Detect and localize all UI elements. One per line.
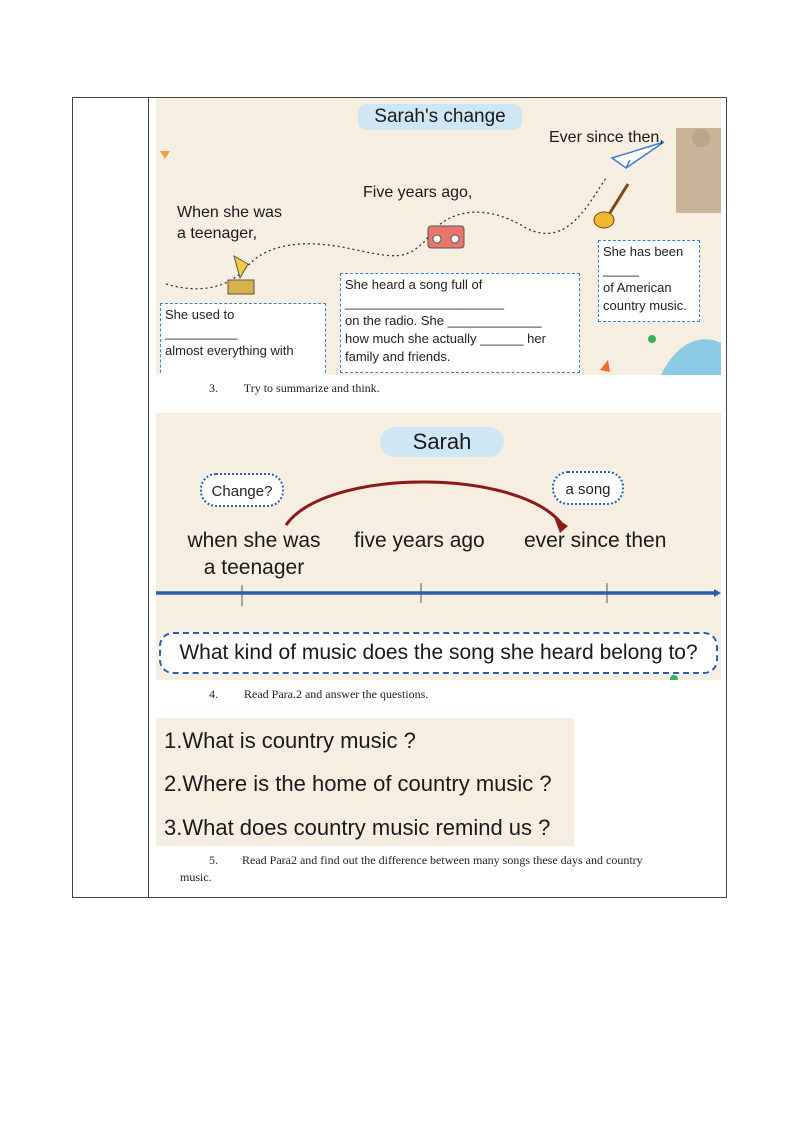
sarah-timeline-figure <box>156 413 721 680</box>
label-teenager <box>177 202 282 244</box>
para2-questions-figure <box>156 718 574 846</box>
box3-blank: _____ <box>603 262 640 277</box>
sarah-change-figure <box>156 98 721 375</box>
box3-line1: She has been <box>603 244 684 259</box>
fill-box-five-years <box>340 273 580 373</box>
box2-line4: how much she actually ______ her <box>345 331 546 346</box>
box2-line5: family and friends. <box>345 349 451 364</box>
timeline-label-teenager <box>162 527 346 581</box>
box2-line3: on the radio. She _____________ <box>345 313 542 328</box>
instruction-3-number: 3. <box>209 381 218 395</box>
box2-line1: She heard a song full of <box>345 277 483 292</box>
table-column-divider <box>148 97 149 898</box>
instruction-3-text: Try to summarize and think. <box>243 381 380 395</box>
fill-box-teenager <box>160 303 326 375</box>
label-ever-since: Ever since then, <box>549 129 664 146</box>
instruction-4 <box>209 687 428 702</box>
label-five-years: Five years ago, <box>363 184 473 201</box>
instruction-5-text-continued: music. <box>180 870 212 884</box>
instruction-5-line1 <box>180 852 720 869</box>
question-1: 1.What is country music ? <box>164 728 416 753</box>
instruction-4-text: Read Para.2 and answer the questions. <box>244 687 429 701</box>
bubble-change: Change? <box>200 473 284 507</box>
box2-blank: ______________________ <box>345 295 505 310</box>
fill-box-ever-since <box>598 240 700 322</box>
box1-line3: almost everything with <box>165 343 294 358</box>
instruction-5-number: 5. <box>209 853 218 867</box>
label-teenager-line1: When she was <box>177 204 282 221</box>
question-2: 2.Where is the home of country music ? <box>164 771 552 796</box>
question-3: 3.What does country music remind us ? <box>164 815 551 840</box>
box1-blank: __________ <box>165 325 238 340</box>
timeline-label-teenager-line1: when she was <box>187 529 321 552</box>
box1-line1: She used to <box>165 307 235 322</box>
timeline-title: Sarah <box>380 427 504 457</box>
timeline-question: What kind of music does the song she heard belong to? <box>159 632 718 674</box>
label-teenager-line2: a teenager, <box>177 225 258 242</box>
timeline-label-five-years: five years ago <box>354 529 485 552</box>
box3-line4: country music. <box>603 298 687 313</box>
box3-line3: of American <box>603 280 672 295</box>
instruction-4-number: 4. <box>209 687 218 701</box>
figure-title: Sarah's change <box>358 104 522 130</box>
timeline-label-ever-since: ever since then <box>524 529 667 552</box>
instruction-5-text: Read Para2 and find out the difference between many songs these days and country <box>242 853 643 867</box>
bubble-song: a song <box>552 471 624 505</box>
instruction-3 <box>209 381 380 396</box>
instruction-5 <box>180 852 720 886</box>
timeline-label-teenager-line2: a teenager <box>203 556 305 579</box>
